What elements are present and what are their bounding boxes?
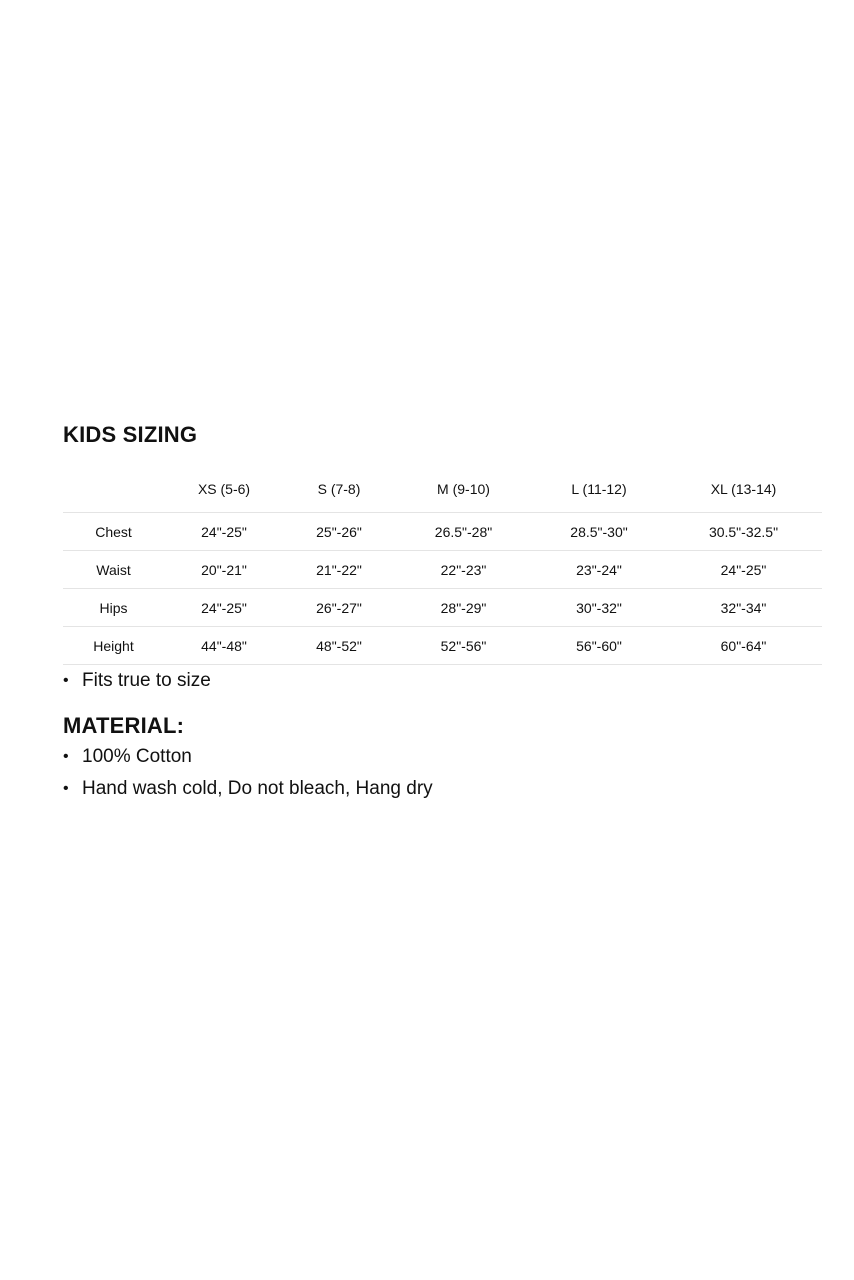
header-cell-l: L (11-12) [571, 481, 627, 497]
table-cell: 25"-26" [316, 523, 362, 540]
table-cell: 21"-22" [316, 561, 362, 578]
table-cell: 30.5"-32.5" [708, 523, 779, 540]
table-cell: 52"-56" [440, 637, 487, 654]
table-cell: 24"-25" [201, 523, 247, 540]
fit-notes-list [63, 665, 822, 697]
table-cell: 44"-48" [201, 637, 247, 654]
table-cell: 30"-32" [576, 599, 622, 616]
table-cell: 22"-23" [440, 561, 487, 578]
size-chart-table [63, 466, 822, 665]
header-cell-m: M (9-10) [437, 481, 490, 497]
header-cell-xl: XL (13-14) [710, 481, 777, 497]
table-cell: 28"-29" [440, 599, 487, 616]
table-row-height [63, 627, 822, 665]
table-cell: 26"-27" [316, 599, 362, 616]
material-list [63, 741, 822, 805]
header-cell-s: S (7-8) [317, 481, 361, 497]
table-cell: 60"-64" [720, 637, 767, 654]
list-item: • Hand wash cold, Do not bleach, Hang dry [63, 773, 822, 805]
product-details [63, 420, 822, 805]
table-row-hips [63, 589, 822, 627]
row-label: Waist [96, 561, 131, 578]
table-cell: 32"-34" [720, 599, 767, 616]
kids-sizing-title: KIDS SIZING [63, 422, 198, 447]
table-cell: 56"-60" [576, 637, 622, 654]
table-cell: 26.5"-28" [434, 523, 493, 540]
row-label: Hips [99, 599, 128, 616]
row-label: Chest [95, 523, 132, 540]
table-cell: 24"-25" [720, 561, 767, 578]
row-label: Height [93, 637, 134, 654]
list-item: • Fits true to size [63, 665, 822, 697]
table-row-waist [63, 551, 822, 589]
table-cell: 23"-24" [576, 561, 622, 578]
table-cell: 24"-25" [201, 599, 247, 616]
header-cell-blank [63, 466, 164, 513]
list-item: • 100% Cotton [63, 741, 822, 773]
header-cell-xs: XS (5-6) [197, 481, 251, 497]
material-title: MATERIAL: [63, 713, 185, 738]
table-row-chest [63, 513, 822, 551]
table-header-row [63, 466, 822, 513]
table-cell: 20"-21" [201, 561, 247, 578]
table-cell: 48"-52" [316, 637, 362, 654]
table-cell: 28.5"-30" [570, 523, 628, 540]
